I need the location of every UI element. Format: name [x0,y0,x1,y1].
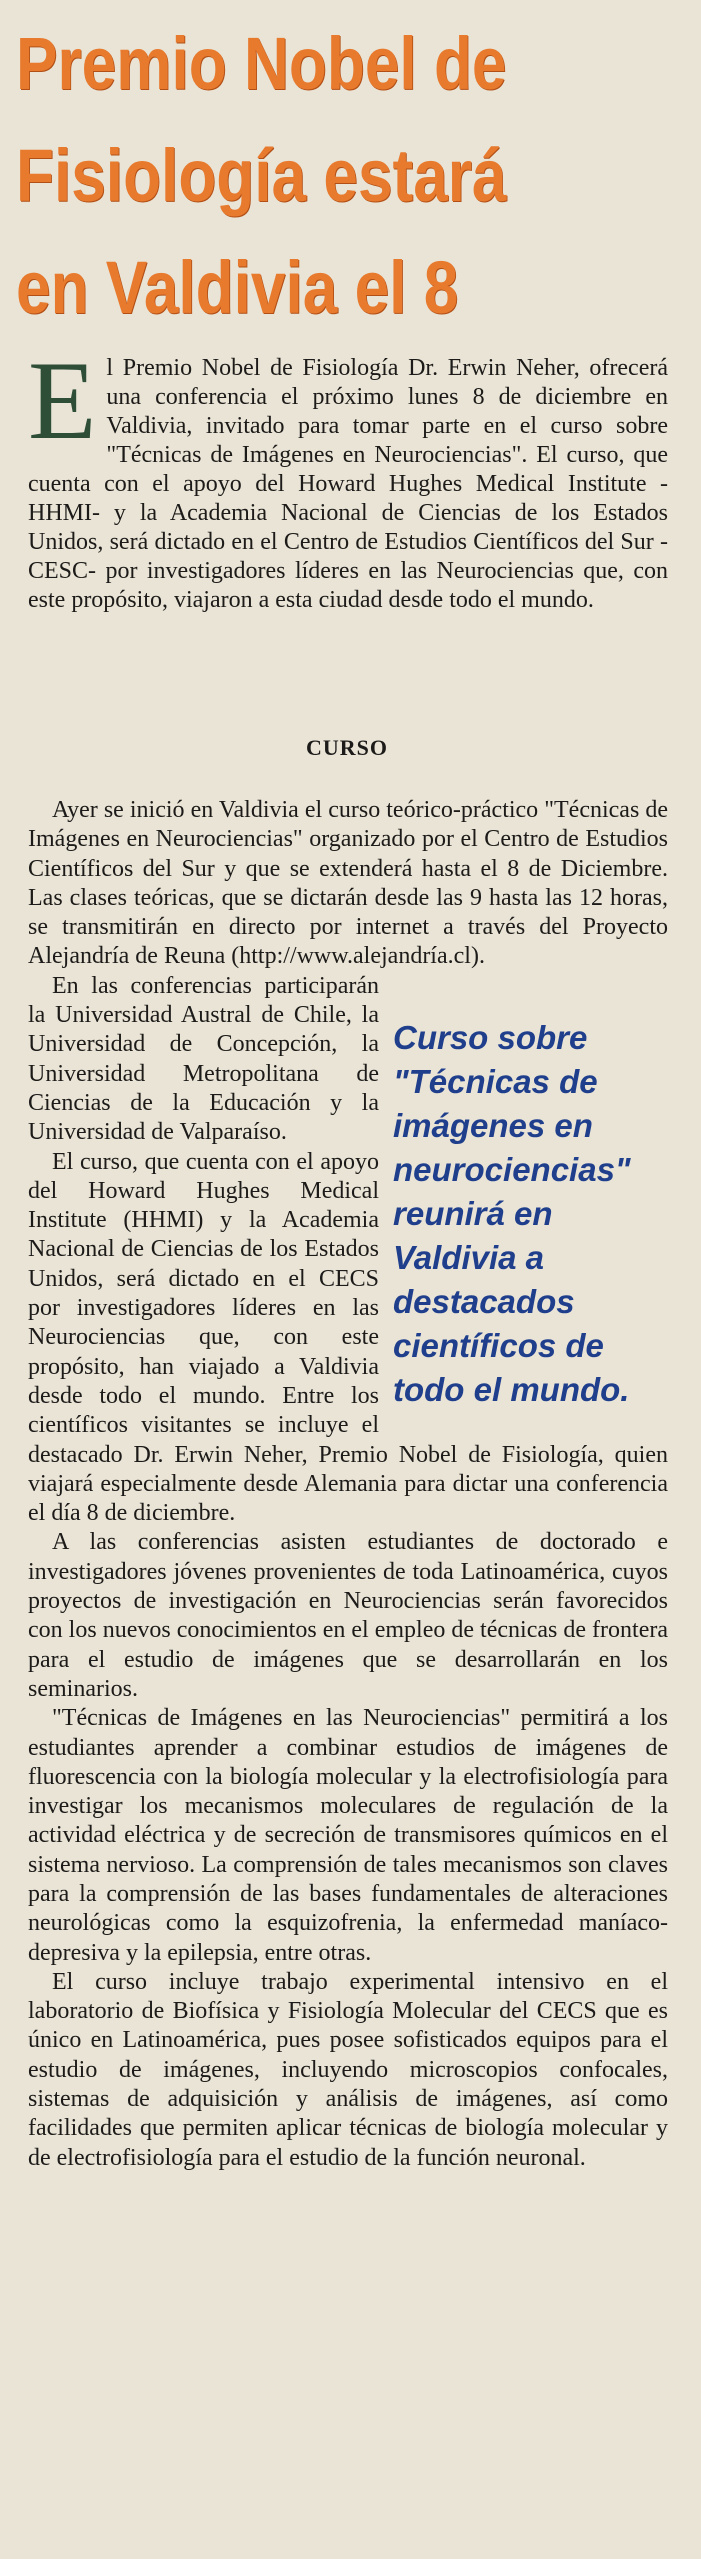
headline: Premio Nobel de Fisiología estará en Valdivia el 8 [16,22,507,329]
intro-text: l Premio Nobel de Fisiología Dr. Erwin Neher, ofrecerá una conferencia el próximo lunes 8 de diciembre en Valdivia, invitado para tomar parte en el curso sobre "Técnicas de Imágenes en Neurociencias". El curso, que cuenta con el apoyo del Howard Hughes Medical Institute -HHMI- y la Academia Nacional de Ciencias de los Estados Unidos, será dictado en el Centro de Estudios Científicos del Sur -CESC- por investigadores líderes en las Neurociencias que, con este propósito, viajaron a esta ciudad desde todo el mundo. [28,355,668,613]
body-paragraph: En las conferencias participarán la Universidad Austral de Chile, la Universidad de Concepción, la Universidad Metropolitana de Ciencias de la Educación y la Universidad de Valparaíso. [28,972,379,1146]
pull-quote: Curso sobre "Técnicas de imágenes en neurociencias" reunirá en Valdivia a destacados científicos de todo el mundo. [393,1018,631,1408]
body-paragraph: El curso incluye trabajo experimental intensivo en el laboratorio de Biofísica y Fisiología Molecular del CECS que es único en Latinoamérica, pues posee sofisticados equipos para el estudio de imágenes, incluyendo microscopios confocales, sistemas de adquisición y análisis de imágenes, así como facilidades que permiten aplicar técnicas de biología molecular y de electrofisiología para el estudio de la función neuronal. [28,1968,668,2171]
body-paragraph: "Técnicas de Imágenes en las Neurociencias" permitirá a los estudiantes aprender a combinar estudios de imágenes de fluorescencia con la biología molecular y la electrofisiología para investigar los mecanismos moleculares de regulación de la actividad eléctrica y de secreción de transmisores químicos en el sistema nervioso. La comprensión de tales mecanismos son claves para la comprensión de las bases fundamentales de alteraciones neurológicas como la esquizofrenia, la enfermedad maníaco-depresiva y la epilepsia, entre otras. [28,1705,668,1966]
body-paragraph: A las conferencias asisten estudiantes de doctorado e investigadores jóvenes provenientes de toda Latinoamérica, cuyos proyectos de investigación en Neurociencias serán favorecidos con los nuevos conocimientos en el empleo de técnicas de frontera para el estudio de imágenes que se desarrollarán en los seminarios. [28,1529,668,1702]
article-body [28,796,668,2173]
intro-paragraph [28,339,668,615]
section-heading: CURSO [306,735,389,760]
body-paragraph: Ayer se inició en Valdivia el curso teórico-práctico "Técnicas de Imágenes en Neurociencias" organizado por el Centro de Estudios Científicos del Sur y que se extenderá hasta el 8 de Diciembre. Las clases teóricas, que se dictarán desde las 9 hasta las 12 horas, se transmitirán en directo por internet a través del Proyecto Alejandría de Reuna (http://www.alejandría.cl). [28,797,668,970]
drop-cap: E [28,339,97,463]
body-paragraph: El curso, que cuenta con el apoyo del Howard Hughes Medical Institute (HHMI) y la Academia Nacional de Ciencias de los Estados Unidos, será dictado en el CECS por investigadores líderes en las Neurociencias que, con este propósito, han viajado a Valdivia desde todo el mundo. Entre los científicos visitantes se incluye el destacado Dr. Erwin Neher, Premio Nobel de Fisiología, quien viajará especialmente desde Alemania para dictar una conferencia el día 8 de diciembre. [28,1148,668,1527]
